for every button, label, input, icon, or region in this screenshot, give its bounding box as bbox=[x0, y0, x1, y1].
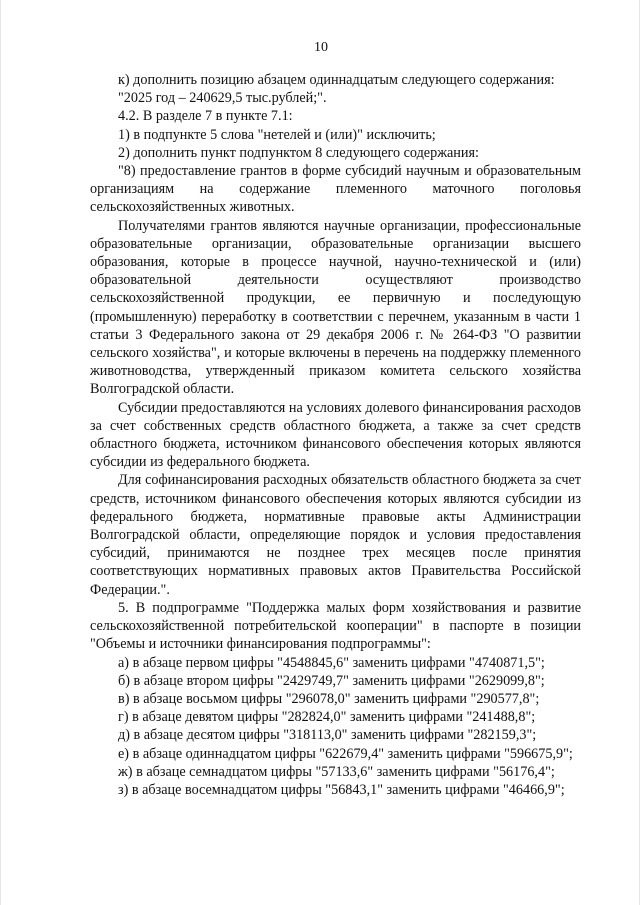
paragraph: в) в абзаце восьмом цифры "296078,0" заменить цифрами "290577,8"; bbox=[118, 690, 540, 707]
paragraph: 5. В подпрограмме "Поддержка малых форм хозяйствования и развитие сельскохозяйственной потребительской кооперации" в паспорте в позиции "Объемы и источники финансирования подпрограммы": bbox=[90, 599, 581, 653]
paragraph: д) в абзаце десятом цифры "318113,0" заменить цифрами "282159,3"; bbox=[118, 727, 537, 744]
paragraph: Для софинансирования расходных обязательств областного бюджета за счет средств, источником финансового обеспечения которых являются субсидии из федерального бюджета, нормативные правовые акты Администрации Волгоградской области, определяющие порядок и условия предоставления субсидий, принимаются не позднее трех месяцев после принятия соответствующих нормативных правовых актов Правительства Российской Федерации.". bbox=[90, 472, 581, 598]
paragraph: 1) в подпункте 5 слова "нетелей и (или)" исключить; bbox=[118, 126, 436, 143]
page-number: 10 bbox=[314, 40, 328, 55]
paragraph: к) дополнить позицию абзацем одиннадцатым следующего содержания: bbox=[118, 72, 555, 88]
paragraph: 2) дополнить пункт подпунктом 8 следующего содержания: bbox=[118, 144, 479, 161]
paragraph: з) в абзаце восемнадцатом цифры "56843,1" заменить цифрами "46466,9"; bbox=[118, 781, 565, 798]
paragraph: Субсидии предоставляются на условиях долевого финансирования расходов за счет собственных средств областного бюджета, а также за счет средств областного бюджета, источником финансового обеспечения которых являются субсидии из федерального бюджета. bbox=[90, 399, 581, 471]
paragraph: "2025 год – 240629,5 тыс.рублей;". bbox=[118, 90, 327, 107]
paragraph: б) в абзаце втором цифры "2429749,7" заменить цифрами "2629099,8"; bbox=[118, 672, 545, 689]
paragraph: г) в абзаце девятом цифры "282824,0" заменить цифрами "241488,8"; bbox=[118, 709, 536, 726]
paragraph: "8) предоставление грантов в форме субсидий научным и образовательным организациям на содержание племенного маточного поголовья сельскохозяйственных животных. bbox=[90, 163, 581, 216]
paragraph: 4.2. В разделе 7 в пункте 7.1: bbox=[118, 108, 293, 125]
paragraph: ж) в абзаце семнадцатом цифры "57133,6" заменить цифрами "56176,4"; bbox=[118, 763, 555, 780]
paragraph: а) в абзаце первом цифры "4548845,6" заменить цифрами "4740871,5"; bbox=[118, 654, 545, 671]
document-body bbox=[90, 71, 581, 799]
paragraph: Получателями грантов являются научные организации, профессиональные образовательные организации, образовательные организации высшего образования, которые в процессе научной, научно-технической и (или) образовательной деятельности осуществляют производство сельскохозяйственной продукции, ее первичную и последующую (промышленную) переработку в соответствии с перечнем, указанным в части 1 статьи 3 Федерального закона от 29 декабря 2006 г. № 264-ФЗ "О развитии сельского хозяйства", и которые включены в перечень на поддержку племенного животноводства, утвержденный приказом комитета сельского хозяйства Волгоградской области. bbox=[90, 217, 581, 398]
paragraph: е) в абзаце одиннадцатом цифры "622679,4" заменить цифрами "596675,9"; bbox=[118, 745, 573, 762]
